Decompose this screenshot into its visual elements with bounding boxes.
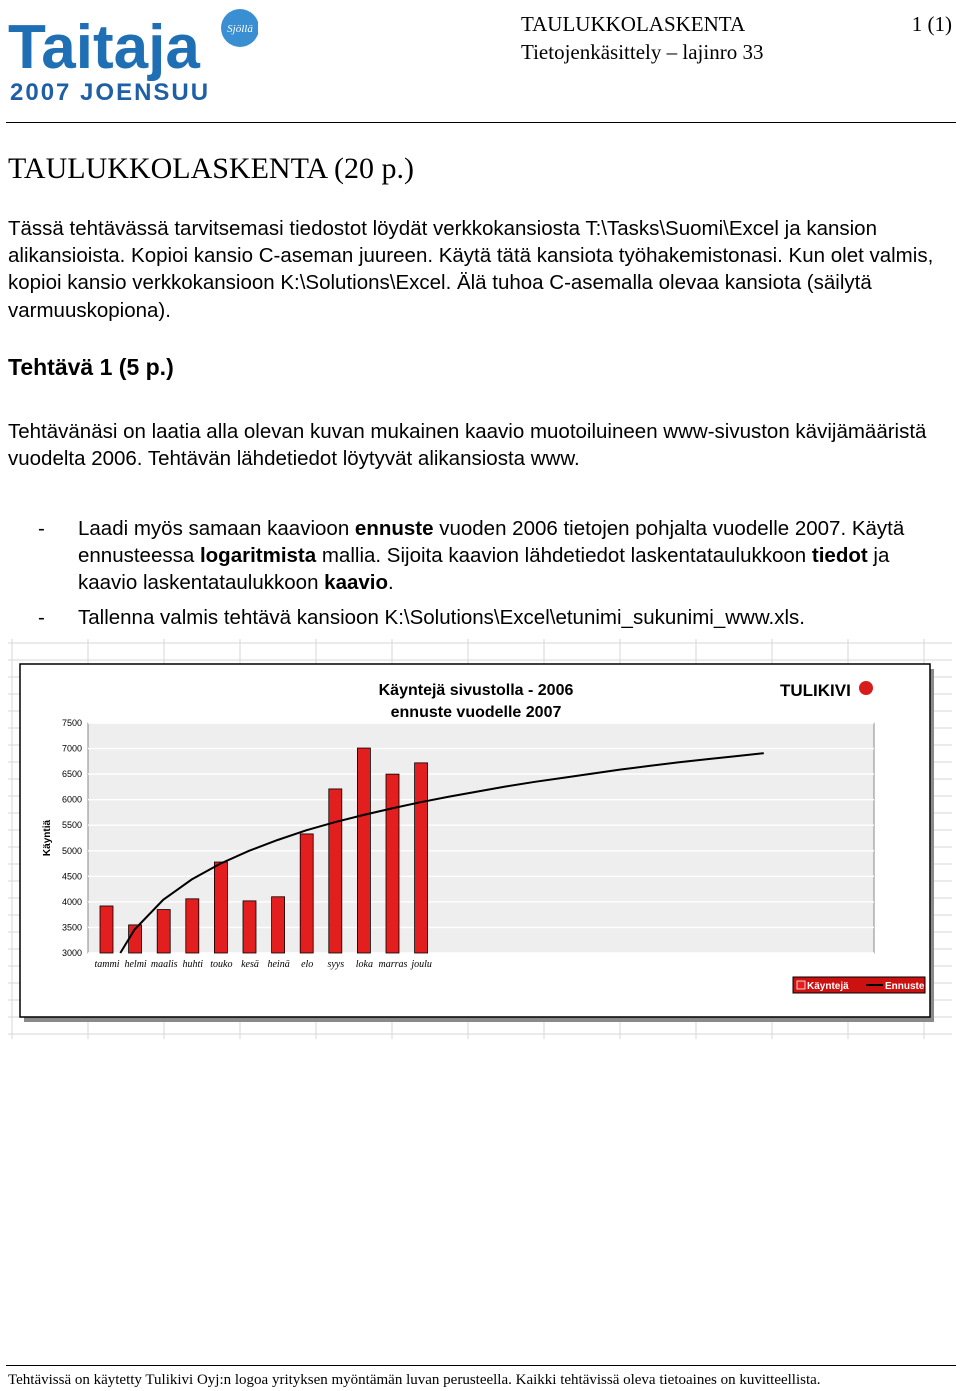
x-tick-label: helmi xyxy=(124,959,147,970)
x-tick-label: marras xyxy=(378,959,408,970)
bar xyxy=(214,862,227,953)
y-axis-label: Käyntiä xyxy=(42,819,53,857)
chart-svg xyxy=(8,639,952,1039)
logo-word: Taitaja xyxy=(8,13,200,82)
bullet-text xyxy=(78,604,938,631)
y-tick-label: 7500 xyxy=(61,718,82,728)
chart-title-line: Käyntejä sivustolla - 2006 xyxy=(378,682,574,699)
brand-logo-text: TULIKIVI xyxy=(780,681,851,700)
y-tick-label: 5500 xyxy=(61,820,82,831)
chart-title-line: ennuste vuodelle 2007 xyxy=(390,704,562,721)
legend-label: Käyntejä xyxy=(807,981,849,992)
bar xyxy=(157,910,170,953)
bullet-bold-text: kaavio xyxy=(324,571,388,595)
bullet-text-segment: Tallenna valmis tehtävä kansioon K:\Solutions\Excel\etunimi_sukunimi_www.xls. xyxy=(78,606,805,629)
bullet-bold-text: tiedot xyxy=(811,544,868,568)
y-tick-label: 5000 xyxy=(61,845,82,856)
y-tick-label: 6500 xyxy=(61,769,82,780)
y-tick-label: 7000 xyxy=(61,743,82,754)
y-tick-label: 4500 xyxy=(61,871,82,882)
brand-flower-icon xyxy=(859,681,873,695)
task-paragraph: Tehtävänäsi on laatia alla olevan kuvan mukainen kaavio muotoiluineen www-sivuston kävijämääristä vuodelta 2006. Tehtävän lähdetiedot löytyvät alikansiosta www. xyxy=(8,420,927,471)
x-tick-label: tammi xyxy=(94,959,120,970)
footer-divider xyxy=(6,1365,956,1366)
x-tick-label: syys xyxy=(327,959,345,970)
header-page-number: 1 (1) xyxy=(911,12,952,36)
header-subtitle: Tietojenkäsittely – lajinro 33 xyxy=(521,40,764,64)
x-tick-label: heinä xyxy=(267,959,290,970)
x-tick-label: elo xyxy=(301,959,314,970)
intro-paragraph: Tässä tehtävässä tarvitsemasi tiedostot löydät verkkokansiosta T:\Tasks\Suomi\Excel ja kansion alikansioista. Kopioi kansio C-aseman juureen. Käytä tätä kansiota työhakemistonasi. Kun olet valmis, kopioi kansio verkkokansioon K:\Solutions\Excel. Älä tuhoa C-asemalla olevaa kansiota (säilytä varmuuskopiona). xyxy=(8,217,934,322)
bar xyxy=(300,834,313,953)
y-tick-label: 3000 xyxy=(61,948,82,958)
bullet-dash: - xyxy=(38,517,45,540)
x-tick-label: huhti xyxy=(182,959,204,970)
document-title: TAULUKKOLASKENTA (20 p.) xyxy=(8,152,414,185)
bar xyxy=(272,897,285,953)
footer-note: Tehtävissä on käytetty Tulikivi Oyj:n logoa yrityksen myöntämän luvan perusteella. Kaikki tehtävissä oleva tietoaines on kuvitteellista. xyxy=(8,1372,821,1388)
chart-container xyxy=(8,639,952,1039)
plot-area xyxy=(88,723,874,953)
x-tick-label: joulu xyxy=(411,959,432,970)
bar xyxy=(357,748,370,953)
bullet-text-segment: Laadi myös samaan kaavioon xyxy=(78,517,355,540)
header-title: TAULUKKOLASKENTA xyxy=(521,12,746,36)
x-tick-label: loka xyxy=(355,959,374,970)
taitaja-logo xyxy=(6,6,258,106)
bullet-dash: - xyxy=(38,606,45,629)
logo-badge-text: Sjöllä xyxy=(227,23,253,35)
bullet-text-segment: ja kaavio laskentataulukkoon xyxy=(78,544,890,595)
bullet-text-segment: vuoden 2006 tietojen pohjalta vuodelle 2007. Käytä ennusteessa xyxy=(78,517,905,568)
y-tick-label: 6000 xyxy=(61,794,82,805)
bar xyxy=(415,763,428,953)
y-tick-label: 3500 xyxy=(61,922,82,933)
x-tick-label: touko xyxy=(210,959,233,970)
y-tick-label: 4000 xyxy=(61,896,82,907)
bullet-bold-text: logaritmista xyxy=(199,544,317,568)
bullet-text-segment: . xyxy=(388,571,394,595)
bar xyxy=(186,899,199,953)
bar xyxy=(100,906,113,953)
x-tick-label: kesä xyxy=(241,959,259,970)
bar xyxy=(386,774,399,953)
x-tick-label: maalis xyxy=(150,959,178,970)
bar xyxy=(329,789,342,953)
legend-swatch-bar xyxy=(797,981,805,989)
logo-year-city: 2007 JOENSUU xyxy=(10,79,211,106)
bar xyxy=(243,901,256,953)
task-heading: Tehtävä 1 (5 p.) xyxy=(8,354,174,380)
bullet-bold-text: ennuste xyxy=(354,517,434,540)
bullet-text xyxy=(78,515,938,597)
legend-label: Ennuste xyxy=(885,981,925,992)
header-divider xyxy=(6,122,956,123)
bullet-text-segment: mallia. Sijoita kaavion lähdetiedot laskentataulukkoon xyxy=(316,544,812,568)
